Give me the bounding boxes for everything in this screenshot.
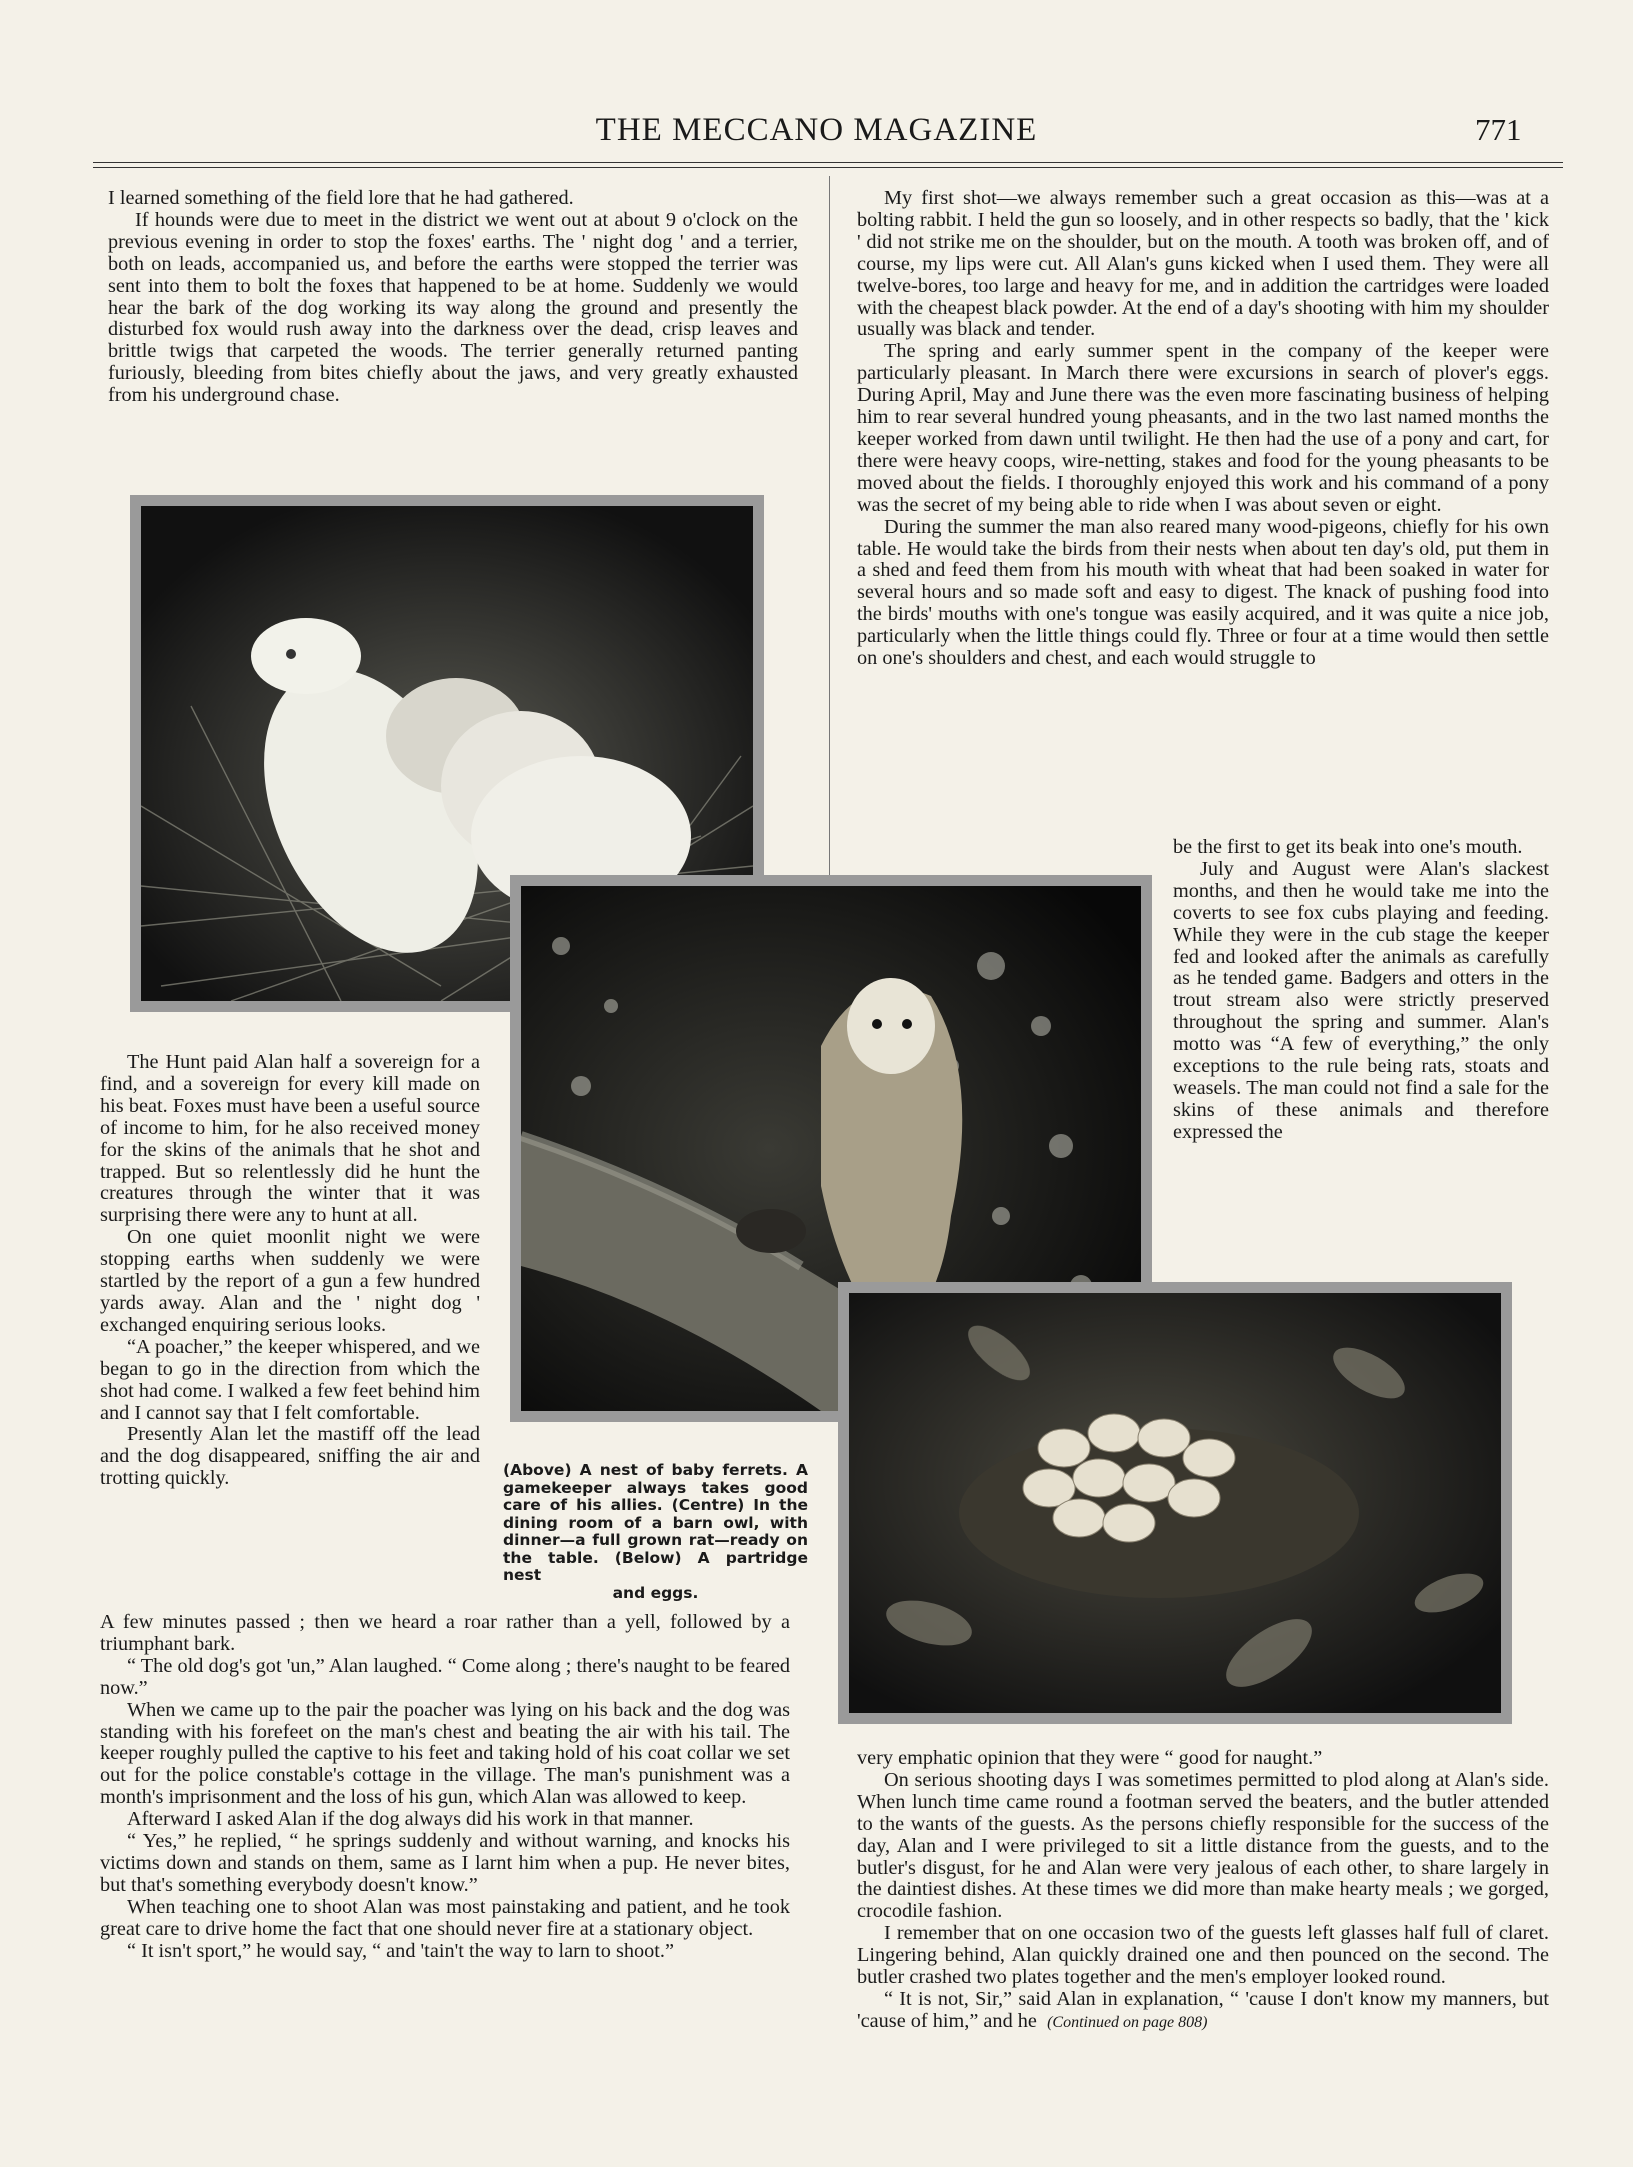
caption-text-end: and eggs.	[612, 1583, 699, 1602]
last-line-text: “ It is not, Sir,” said Alan in explanation, “ 'cause I don't know my manners, but 'cause of him,” and he	[857, 1987, 1549, 2032]
right-column-top	[857, 188, 1549, 844]
paragraph: My first shot—we always remember such a great occasion as this—was at a bolting rabbit. I held the gun so loosely, and in other respects so badly, that the ' kick ' did not strike me on the shoulder, but on the mouth. A tooth was broken off, and of course, my lips were cut. All Alan's guns kicked when I used them. They were all twelve-bores, too large and heavy for me, and in addition the cartridges were loaded with the cheapest black powder. At the end of a day's shooting with him my shoulder usually was black and tender.	[857, 188, 1549, 341]
paragraph: If hounds were due to meet in the district we went out at about 9 o'clock on the previous evening in order to stop the foxes' earths. The ' night dog ' and a terrier, both on leads, accompanied us, and before the earths were stopped the terrier was sent into them to bolt the foxes that happened to be at home. Suddenly we would hear the bark of the dog working its way along the ground and presently the disturbed fox would rush away into the darkness over the dead, crisp leaves and brittle twigs that carpeted the woods. The terrier generally returned panting furiously, bleeding from bites chiefly about the jaws, and very greatly exhausted from his underground chase.	[108, 208, 798, 407]
paragraph: On serious shooting days I was sometimes permitted to plod along at Alan's side. When lunch time came round a footman served the beaters, and the butler attended to the wants of the guests. As the persons chiefly responsible for the success of the day, Alan and I were privileged to sit a little distance from the guests, and to the butler's disgust, for he and Alan were very jealous of each other, to share largely in the daintiest dishes. At these times we did more than make hearty meals ; we gorged, crocodile fashion.	[857, 1768, 1549, 1923]
paragraph: When teaching one to shoot Alan was most painstaking and patient, and he took great care to drive home the fact that one should never fire at a stationary object.	[100, 1895, 790, 1940]
paragraph: I remember that on one occasion two of the guests left glasses half full of claret. Lingering behind, Alan quickly drained one and then pounced on the second. The butler crashed two plates together and the men's employer looked round.	[857, 1922, 1549, 1989]
paragraph: The spring and early summer spent in the company of the keeper were particularly pleasant. In March there were excursions in search of plover's eggs. During April, May and June there was the even more fascinating business of helping him to rear several hundred young pheasants, and in the two last named months the keeper worked from dawn until twilight. He then had the use of a pony and cart, for there were heavy coops, wire-netting, stakes and food for the young pheasants to be moved about the fields. I thoroughly enjoyed this work and his command of a pony was the secret of my being able to ride when I was about seven or eight.	[857, 340, 1549, 516]
paragraph	[857, 1989, 1549, 2034]
paragraph: A few minutes passed ; then we heard a roar rather than a yell, followed by a triumphant bark.	[100, 1612, 790, 1655]
paragraph: “ Yes,” he replied, “ he springs suddenly and without warning, and knocks his victims down and stands on them, same as I larnt him when a pup. He never bites, but that's something everybody doesn't know.”	[100, 1830, 790, 1896]
photo-caption	[503, 1462, 808, 1602]
paragraph: I learned something of the field lore that he had gathered.	[108, 188, 574, 209]
paragraph: On one quiet moonlit night we were stopping earths when suddenly we were startled by the report of a gun a few hundred yards away. Alan and the ' night dog ' exchanged enquiring serious looks.	[100, 1226, 480, 1336]
right-column-bottom	[857, 1748, 1549, 2098]
left-column-bottom	[100, 1612, 790, 2082]
partridge-nest-photo	[838, 1282, 1512, 1724]
caption-text: (Above) A nest of baby ferrets. A gamekeeper always takes good care of his allies. (Centre) In the dining room of a barn owl, with dinner—a full grown rat—ready on the table. (Below) A partridge nest	[503, 1461, 808, 1584]
magazine-title: THE MECCANO MAGAZINE	[595, 112, 1038, 148]
paragraph: “ It isn't sport,” he would say, “ and 'tain't the way to larn to shoot.”	[127, 1939, 674, 1962]
paragraph: During the summer the man also reared many wood-pigeons, chiefly for his own table. He would take the birds from their nests when about ten day's old, put them in a shed and feed them from his mouth with wheat that had been soaked in water for several hours and so made soft and easy to digest. The knack of pushing food into the birds' mouths with one's tongue was easily acquired, and it was quite a nice job, particularly when the little things could fly. Three or four at a time would then settle on one's shoulders and chest, and each would struggle to	[857, 515, 1549, 670]
paragraph: When we came up to the pair the poacher was lying on his back and the dog was standing with his forefeet on the man's chest and beating the air with his tail. The keeper roughly pulled the captive to his feet and taking hold of his coat collar we set out for the police constable's cottage in the village. The man's punishment was a month's imprisonment and the loss of his gun, which Alan was allowed to keep.	[100, 1698, 790, 1809]
left-column-top	[108, 188, 798, 468]
page-number: 771	[1475, 112, 1522, 147]
paragraph: “ The old dog's got 'un,” Alan laughed. “ Come along ; there's naught to be feared now.”	[100, 1654, 790, 1699]
paragraph: The Hunt paid Alan half a sovereign for a find, and a sovereign for every kill made on his beat. Foxes must have been a useful source of income to him, for he also received money for the skins of the animals that he shot and trapped. But so relentlessly did he hunt the creatures through the winter that it was surprising there were any to hunt at all.	[100, 1052, 480, 1227]
right-column-narrow	[1173, 837, 1549, 1241]
paragraph: July and August were Alan's slackest months, and then he would take me into the coverts to see fox cubs playing and feeding. While they were in the cub stage the keeper fed and looked after the animals as carefully as he tended game. Badgers and otters in the trout stream also were strictly preserved throughout the spring and summer. Alan's motto was “A few of everything,” the only exceptions to the rule being rats, stoats and weasels. The man could not find a sale for the skins of these animals and therefore expressed the	[1173, 857, 1549, 1143]
paragraph: Afterward I asked Alan if the dog always did his work in that manner.	[127, 1808, 694, 1831]
paragraph: be the first to get its beak into one's mouth.	[1173, 837, 1523, 858]
paragraph: “A poacher,” the keeper whispered, and we began to go in the direction from which the shot had come. I walked a few feet behind him and I cannot say that I felt comfortable.	[100, 1335, 480, 1424]
header-rule-thin	[93, 167, 1563, 168]
partridge-nest-photo-image	[849, 1293, 1501, 1713]
header-rule	[93, 162, 1563, 163]
continued-notice: (Continued on page 808)	[1047, 2013, 1208, 2031]
paragraph: Presently Alan let the mastiff off the lead and the dog disappeared, sniffing the air and trotting quickly.	[100, 1423, 480, 1490]
left-column-middle	[100, 1052, 480, 1612]
paragraph: very emphatic opinion that they were “ good for naught.”	[857, 1748, 1323, 1769]
